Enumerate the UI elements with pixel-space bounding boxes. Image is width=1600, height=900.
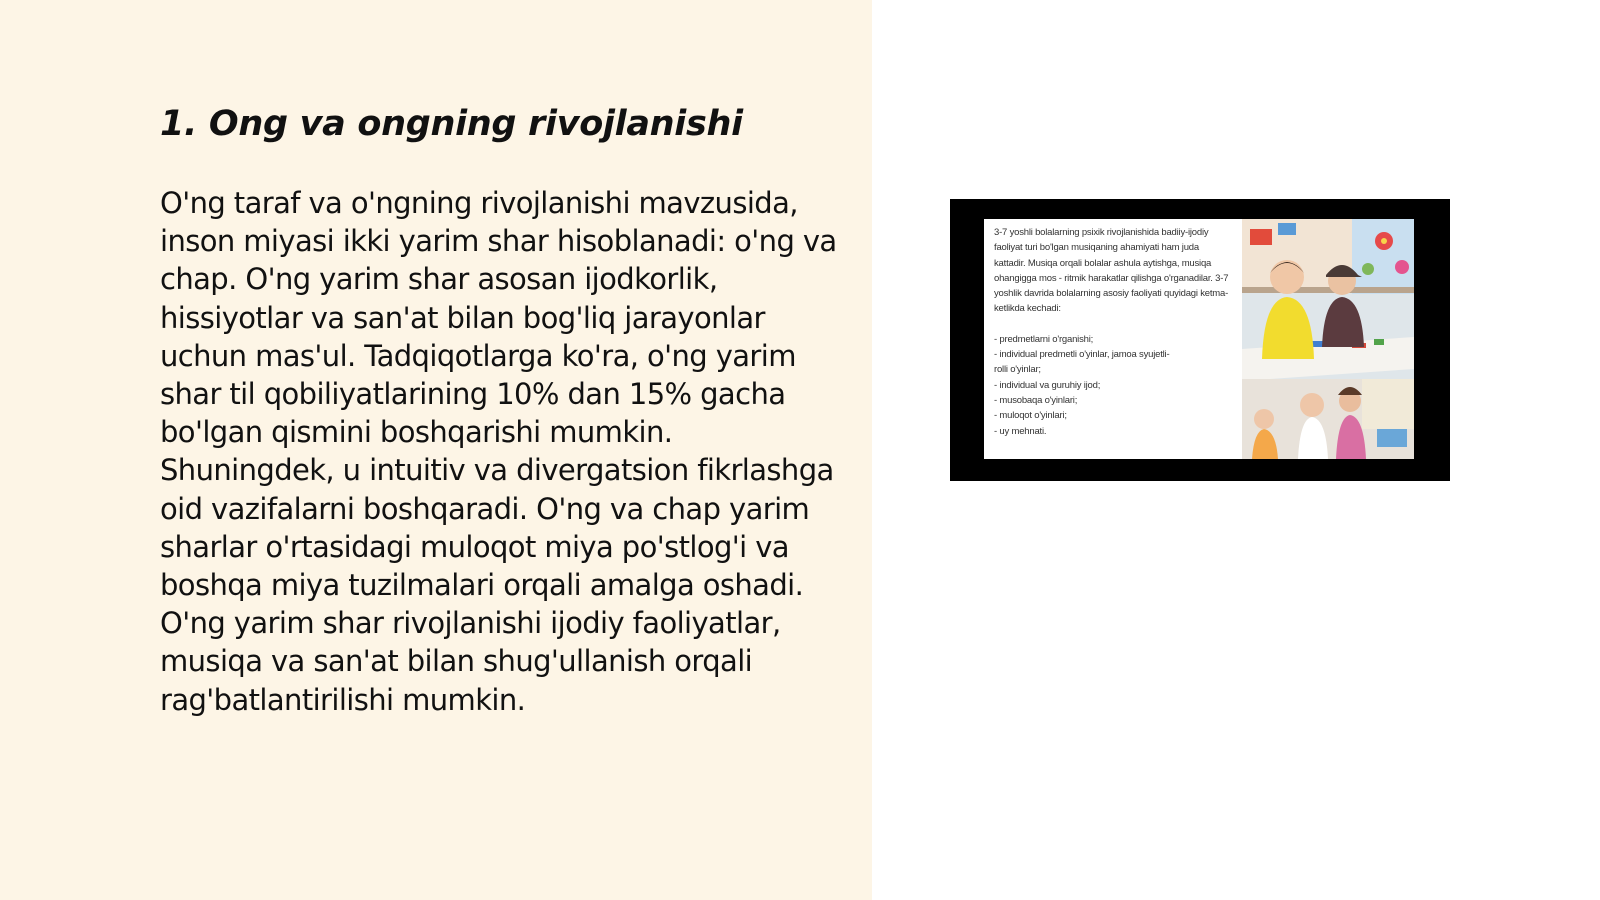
- image-list-item: - muloqot o'yinlari;: [994, 410, 1067, 422]
- slide-title: 1. Ong va ongning rivojlanishi: [160, 104, 743, 144]
- image-list-item: - musobaqa o'yinlari;: [994, 394, 1078, 406]
- image-list-item: - uy mehnati.: [994, 425, 1047, 437]
- slide-body-text: O'ng taraf va o'ngning rivojlanishi mavzusida, inson miyasi ikki yarim shar hisoblanadi: o'ng va chap. O'ng yarim shar asosan ijodkorlik, hissiyotlar va san'at bilan bog'liq jarayonlar uchun mas'ul. Tadqiqotlarga ko'ra, o'ng yarim shar til qobiliyatlarining 10% dan 15% gacha bo'lgan qismini boshqarishi mumkin. Shuningdek, u intuitiv va divergatsion fikrlashga oid vazifalarni boshqaradi. O'ng va chap yarim sharlar o'rtasidagi muloqot miya po'stlog'i va boshqa miya tuzilmalari orqali amalga oshadi. O'ng yarim shar rivojlanishi ijodiy faoliyatlar, musiqa va san'at bilan shug'ullanish orqali rag'batlantirilishi mumkin.: [160, 186, 837, 717]
- image-list-item: - predmetlarni o'rganishi;: [994, 333, 1094, 345]
- image-list-item: rolli o'yinlar;: [994, 364, 1041, 376]
- image-paragraph: 3-7 yoshli bolalarning psixik rivojlanishida badiiy-ijodiy faoliyat turi bo'lgan musiqaning ahamiyati ham juda kattadir. Musiqa orqali bolalar ashula aytishga, musiqa ohangigga mos - ritmik harakatlar qilishga o'rganadilar. 3-7 yoshlik davrida bolalarning asosiy faoliyati quyidagi ketma-ketlikda kechadi:: [994, 227, 1229, 315]
- image-card: [984, 219, 1414, 459]
- image-list-item: - individual predmetli o'yinlar, jamoa syujetli-: [994, 349, 1170, 361]
- slide-image: [950, 199, 1450, 481]
- image-caption-text: [994, 225, 1232, 439]
- image-list-item: - individual va guruhiy ijod;: [994, 379, 1101, 391]
- children-photo: [1242, 219, 1414, 459]
